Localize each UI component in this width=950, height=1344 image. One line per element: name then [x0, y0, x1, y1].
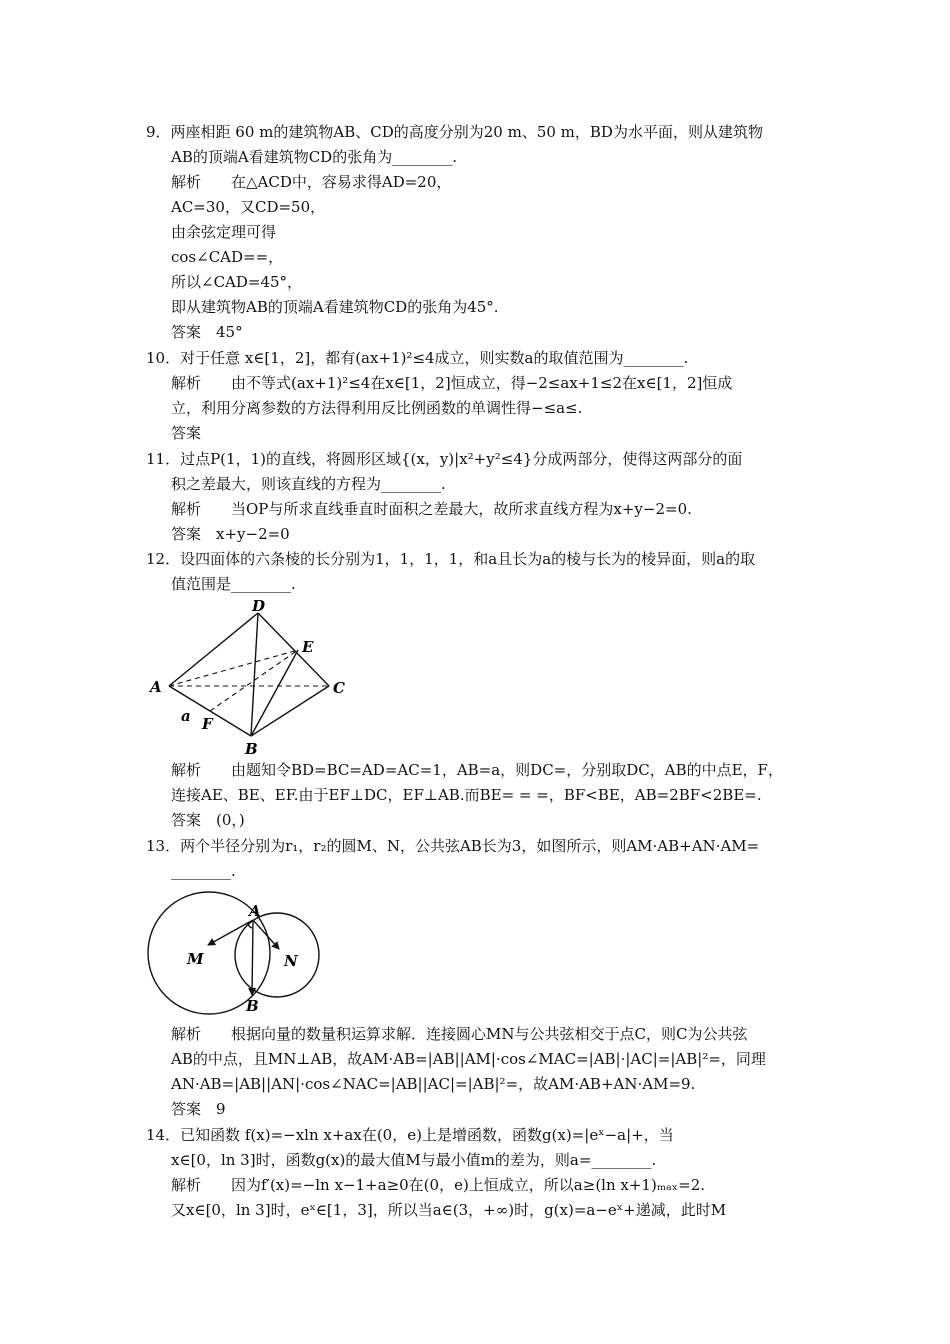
angle-mark: [248, 923, 252, 928]
label-a: A: [249, 902, 261, 920]
problem-11-line-1: 11．过点P(1，1)的直线，将圆形区域{(x，y)|x²+y²≤4}分成两部分，使得这两部分的面: [146, 450, 743, 468]
segment-be: [251, 650, 298, 736]
segment-ae-hidden: [169, 650, 298, 686]
label-d: D: [252, 598, 266, 615]
label-m: M: [187, 950, 204, 968]
vector-an: [253, 920, 279, 949]
circle-n: [235, 913, 319, 997]
problem-10-solution-1: 解析 由不等式(ax+1)²≤4在x∈[1，2]恒成立，得−2≤ax+1≤2在x∈[1，2]恒成: [171, 374, 733, 392]
problem-13-solution-3: AN·AB=|AB||AN|·cos∠NAC=|AB||AC|=|AB|²=，故AM·AB+AN·AM=9.: [171, 1075, 696, 1093]
edge-ad: [169, 613, 258, 686]
problem-14-solution-2: 又x∈[0，ln 3]时，eˣ∈[1，3]，所以当a∈(3，+∞)时，g(x)=a−eˣ+递减，此时M: [171, 1201, 727, 1219]
problem-13-solution-2: AB的中点，且MN⊥AB，故AM·AB=|AB||AM|·cos∠MAC=|AB|·|AC|=|AB|²=，同理: [171, 1050, 766, 1068]
problem-9-solution-4: cos∠CAD==，: [171, 248, 284, 266]
problem-14-line-1: 14．已知函数 f(x)=−xln x+ax在(0，e)上是增函数，函数g(x)=|eˣ−a|+，当: [146, 1126, 674, 1144]
problem-11-solution-1: 解析 当OP与所求直线垂直时面积之差最大，故所求直线方程为x+y−2=0.: [171, 500, 692, 518]
problem-9-solution-3: 由余弦定理可得: [171, 223, 277, 241]
problem-13-line-2: ________.: [171, 862, 236, 880]
problem-11-line-2: 积之差最大，则该直线的方程为________.: [171, 475, 446, 493]
problem-9-line-2: AB的顶端A看建筑物CD的张角为________.: [171, 148, 457, 166]
problem-12-answer: 答案 (0，): [171, 811, 245, 829]
edge-dc: [258, 613, 329, 686]
label-n: N: [284, 952, 298, 970]
problem-14-solution-1: 解析 因为f′(x)=−ln x−1+a≥0在(0，e)上恒成立，所以a≥(ln x+1)ₘₐₓ=2.: [171, 1176, 706, 1194]
problem-9-answer: 答案 45°: [171, 323, 243, 341]
problem-13-answer: 答案 9: [171, 1100, 226, 1118]
label-a-edge: a: [181, 707, 191, 725]
problem-12-line-2: 值范围是________.: [171, 575, 296, 593]
problem-12-solution-1: 解析 由题知令BD=BC=AD=AC=1，AB=a，则DC=，分别取DC，AB的中点E，F，: [171, 761, 783, 779]
label-c: C: [333, 679, 345, 697]
problem-9-line-1: 9．两座相距 60 m的建筑物AB、CD的高度分别为20 m、50 m，BD为水平面，则从建筑物: [146, 123, 763, 141]
tetrahedron-figure: [140, 598, 360, 758]
problem-13-line-1: 13．两个半径分别为r₁，r₂的圆M、N，公共弦AB长为3，如图所示，则AM·AB+AN·AM=: [146, 837, 760, 855]
label-b: B: [246, 997, 259, 1015]
problem-10-solution-2: 立，利用分离参数的方法得利用反比例函数的单调性得−≤a≤.: [171, 399, 583, 417]
problem-12-line-1: 12．设四面体的六条棱的长分别为1，1，1，1，和a且长为a的棱与长为的棱异面，则a的取: [146, 550, 756, 568]
problem-11-answer: 答案 x+y−2=0: [171, 525, 290, 543]
two-circles-figure: [140, 888, 340, 1023]
edge-bd: [251, 613, 258, 736]
problem-14-line-2: x∈[0，ln 3]时，函数g(x)的最大值M与最小值m的差为，则a=________.: [171, 1151, 657, 1169]
problem-9-solution-1: 解析 在△ACD中，容易求得AD=20，: [171, 173, 452, 191]
label-f: F: [202, 715, 213, 733]
vector-am: [208, 920, 253, 945]
problem-12-solution-2: 连接AE、BE、EF.由于EF⊥DC，EF⊥AB.而BE= = =，BF<BE，AB=2BF<2BE=.: [171, 786, 762, 804]
problem-9-solution-2: AC=30，又CD=50，: [171, 198, 326, 216]
label-e: E: [302, 638, 314, 656]
label-a: A: [150, 678, 162, 696]
problem-9-solution-5: 所以∠CAD=45°，: [171, 273, 303, 291]
edge-bc: [251, 686, 329, 736]
problem-13-solution-1: 解析 根据向量的数量积运算求解．连接圆心MN与公共弦相交于点C，则C为公共弦: [171, 1025, 748, 1043]
label-b: B: [245, 740, 258, 758]
problem-10-line-1: 10．对于任意 x∈[1，2]，都有(ax+1)²≤4成立，则实数a的取值范围为________.: [146, 349, 689, 367]
problem-9-solution-6: 即从建筑物AB的顶端A看建筑物CD的张角为45°.: [171, 298, 499, 316]
vector-ab: [252, 920, 253, 995]
problem-10-answer: 答案: [171, 424, 202, 442]
